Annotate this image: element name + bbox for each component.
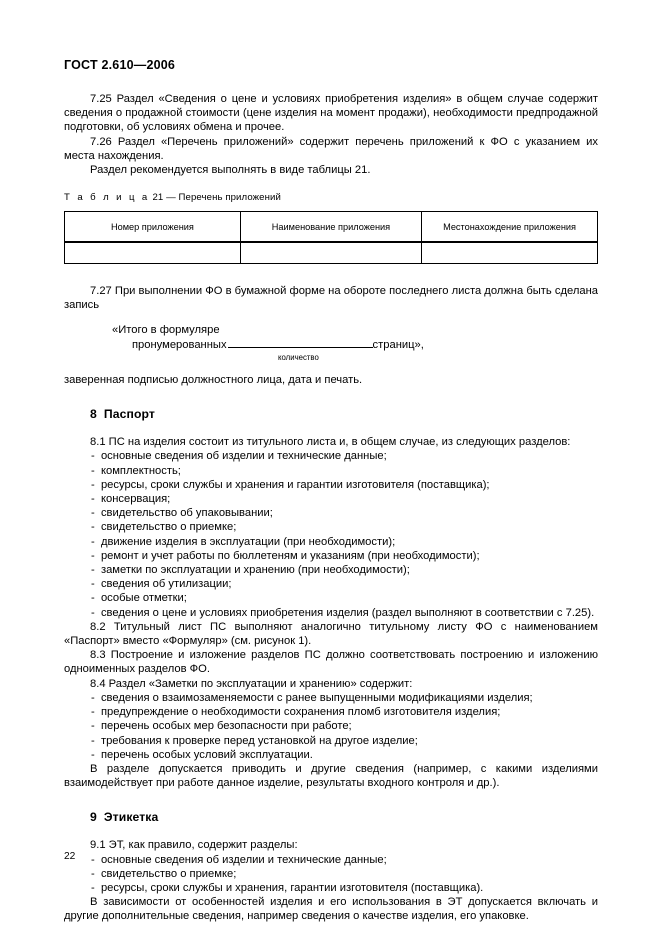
list-item-text: ресурсы, сроки службы и хранения и гарантии изготовителя (поставщика); bbox=[100, 478, 490, 491]
list-item-text: предупреждение о необходимости сохранения пломб изготовителя изделия; bbox=[100, 706, 501, 719]
list-item-text: ресурсы, сроки службы и хранения, гарантии изготовителя (поставщика). bbox=[100, 881, 484, 894]
list-item: - ресурсы, сроки службы и хранения, гарантии изготовителя (поставщика). bbox=[91, 881, 484, 894]
quote-block bbox=[64, 323, 598, 363]
list-item: - сведения о взаимозаменяемости с ранее выпущенными модификациями изделия; bbox=[91, 691, 533, 704]
table-header-cell-1: Наименование приложения bbox=[240, 212, 421, 243]
list-item-text: особые отметки; bbox=[100, 592, 187, 605]
paragraph-7-27: 7.27 При выполнении ФО в бумажной форме на обороте последнего листа должна быть сделана запись bbox=[64, 285, 598, 312]
list-item: - ремонт и учет работы по бюллетеням и указаниям (при необходимости); bbox=[91, 549, 480, 562]
list-item: - особые отметки; bbox=[91, 592, 187, 605]
list-item-text: свидетельство о приемке; bbox=[100, 867, 237, 880]
list-item: - основные сведения об изделии и технические данные; bbox=[91, 450, 387, 463]
list-item-text: свидетельство об упаковывании; bbox=[100, 507, 273, 520]
page-number: 22 bbox=[64, 851, 76, 862]
list-item: - основные сведения об изделии и технические данные; bbox=[91, 853, 387, 866]
paragraph-7-26b: Раздел рекомендуется выполнять в виде таблицы 21. bbox=[90, 164, 371, 177]
table-caption-title: Перечень приложений bbox=[178, 192, 281, 204]
section-number-9: 9 bbox=[90, 810, 97, 825]
list-item-text: требования к проверке перед установкой на другое изделие; bbox=[100, 734, 418, 747]
list-item-text: ремонт и учет работы по бюллетеням и указаниям (при необходимости); bbox=[100, 549, 480, 562]
list-item-text: движение изделия в эксплуатации (при необходимости); bbox=[100, 535, 396, 548]
table-header-row bbox=[65, 212, 598, 243]
table-row bbox=[65, 242, 598, 264]
running-head: ГОСТ 2.610—2006 bbox=[64, 58, 176, 72]
paragraph-after-quote: заверенная подписью должностного лица, дата и печать. bbox=[64, 374, 363, 387]
fill-in-rule bbox=[228, 337, 373, 348]
list-item: - предупреждение о необходимости сохранения пломб изготовителя изделия; bbox=[91, 706, 501, 719]
list-item-text: сведения об утилизации; bbox=[100, 578, 232, 591]
section-title-9: Этикетка bbox=[103, 810, 159, 825]
quote-line-1: «Итого в формуляре bbox=[112, 323, 220, 336]
paragraph-8-4b: В разделе допускается приводить и другие сведения (например, с какими изделиями взаимодействует при работе данное изделие, результаты входного контроля и др.). bbox=[64, 762, 598, 790]
table-header-cell-0: Номер приложения bbox=[65, 212, 241, 243]
list-item-text: свидетельство о приемке; bbox=[100, 521, 237, 534]
paragraph-8-2: 8.2 Титульный лист ПС выполняют аналогично титульному листу ФО с наименованием «Паспорт» вместо «Формуляр» (см. рисунок 1). bbox=[64, 620, 598, 648]
list-item: - свидетельство о приемке; bbox=[91, 867, 237, 880]
list-item-text: заметки по эксплуатации и хранению (при необходимости); bbox=[100, 564, 410, 577]
list-item: - свидетельство об упаковывании; bbox=[91, 507, 273, 520]
quote-line-2 bbox=[112, 337, 598, 352]
list-item-text: сведения о взаимозаменяемости с ранее выпущенными модификациями изделия; bbox=[100, 691, 533, 704]
section-number-8: 8 bbox=[90, 407, 97, 422]
list-item-text: перечень особых мер безопасности при работе; bbox=[100, 720, 352, 733]
list-item-text: сведения о цене и условиях приобретения изделия (раздел выполняют в соответствии с 7.25). bbox=[100, 606, 595, 619]
paragraph-7-25: 7.25 Раздел «Сведения о цене и условиях приобретения изделия» в общем случае содержит сведения о продажной стоимости (цене изделия на момент продажи), необходимости предпродажной подготовки, об условиях обмена и прочее. bbox=[64, 93, 598, 134]
list-item: - ресурсы, сроки службы и хранения и гарантии изготовителя (поставщика); bbox=[91, 478, 490, 491]
list-item: - перечень особых условий эксплуатации. bbox=[91, 748, 313, 761]
list-item: - сведения о цене и условиях приобретения изделия (раздел выполняют в соответствии с 7.25). bbox=[91, 606, 595, 619]
list-item: - свидетельство о приемке; bbox=[91, 521, 237, 534]
list-item-text: основные сведения об изделии и технические данные; bbox=[100, 450, 387, 463]
quote-line-2-suffix: страниц», bbox=[372, 338, 424, 351]
table-caption-label: Т а б л и ц а bbox=[64, 192, 150, 204]
table-caption-number: 21 bbox=[152, 192, 164, 204]
list-item-text: консервация; bbox=[100, 493, 171, 506]
paragraph-8-3: 8.3 Построение и изложение разделов ПС должно соответствовать построению и изложению одноименных разделов ФО. bbox=[64, 649, 598, 676]
list-item-text: перечень особых условий эксплуатации. bbox=[100, 748, 313, 761]
document-body bbox=[64, 92, 598, 924]
list-item-text: основные сведения об изделии и технические данные; bbox=[100, 853, 387, 866]
section-heading-8 bbox=[64, 407, 598, 421]
paragraph-7-26: 7.26 Раздел «Перечень приложений» содержит перечень приложений к ФО с указанием их места нахождения. bbox=[64, 135, 598, 162]
paragraph-9-1b: В зависимости от особенностей изделия и его использования в ЭТ допускается включать и другие дополнительные сведения, например сведения о качестве изделия, его упаковке. bbox=[64, 896, 598, 923]
fill-in-caption: количество bbox=[278, 353, 319, 363]
paragraph-9-1: 9.1 ЭТ, как правило, содержит разделы: bbox=[90, 839, 298, 852]
list-item: - требования к проверке перед установкой на другое изделие; bbox=[91, 734, 418, 747]
section-title-8: Паспорт bbox=[103, 407, 155, 422]
list-item: - консервация; bbox=[91, 493, 171, 506]
table-cell-2 bbox=[422, 242, 598, 264]
list-item: - комплектность; bbox=[91, 464, 181, 477]
quote-line-2-prefix: пронумерованных bbox=[132, 338, 227, 351]
table-21 bbox=[64, 211, 598, 264]
table-caption-dash: — bbox=[166, 192, 176, 204]
paragraph-8-1: 8.1 ПС на изделия состоит из титульного листа и, в общем случае, из следующих разделов: bbox=[90, 436, 571, 449]
paragraph-8-4: 8.4 Раздел «Заметки по эксплуатации и хранению» содержит: bbox=[90, 677, 413, 690]
section-heading-9 bbox=[64, 810, 598, 824]
list-item: - перечень особых мер безопасности при работе; bbox=[91, 720, 352, 733]
list-item: - сведения об утилизации; bbox=[91, 578, 232, 591]
table-caption bbox=[64, 191, 598, 204]
table-cell-0 bbox=[65, 242, 241, 264]
table-header-cell-2: Местонахождение приложения bbox=[422, 212, 598, 243]
table-cell-1 bbox=[240, 242, 421, 264]
list-item-text: комплектность; bbox=[100, 464, 181, 477]
list-item: - заметки по эксплуатации и хранению (при необходимости); bbox=[91, 564, 410, 577]
list-item: - движение изделия в эксплуатации (при необходимости); bbox=[91, 535, 396, 548]
